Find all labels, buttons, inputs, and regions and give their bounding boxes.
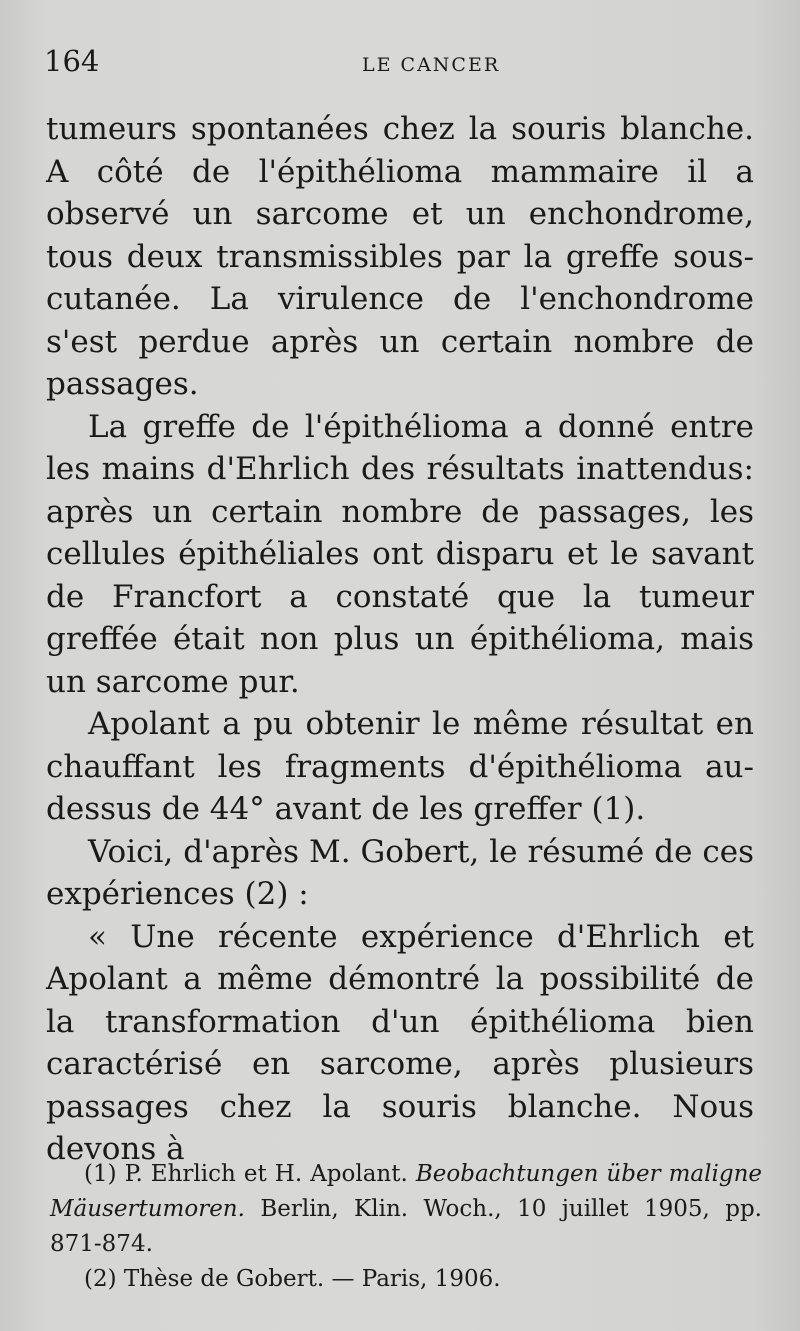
footnote-2: (2) Thèse de Gobert. — Paris, 1906. xyxy=(84,1266,501,1292)
footnote-1-rest: Berlin, Klin. Woch., 10 juillet 1905, pp. 871-874. xyxy=(50,1196,762,1257)
running-title: LE CANCER xyxy=(362,54,501,76)
paragraph-3: Apolant a pu obtenir le même résultat en chauffant les fragments d'épithélioma au-dessus de 44° avant de les greffer (1). xyxy=(46,706,754,827)
body-text xyxy=(46,108,754,1171)
paragraph-2: La greffe de l'épithélioma a donné entre les mains d'Ehrlich des résultats inattendus: après un certain nombre de passages, les cellules épithéliales ont disparu et le savant de Francfort a constaté que la tumeur greffée était non plus un épithélioma, mais un sarcome pur. xyxy=(46,408,754,700)
paragraph-5: « Une récente expérience d'Ehrlich et Apolant a même démontré la possibilité de la transformation d'un épithélioma bien caractérisé en sarcome, après plusieurs passages chez la souris blanche. Nous devons à xyxy=(46,918,754,1167)
footnotes xyxy=(50,1157,762,1297)
paragraph-1: tumeurs spontanées chez la souris blanche. A côté de l'épithélioma mammaire il a observé un sarcome et un enchondrome, tous deux transmissibles par la greffe sous-cutanée. La virulence de l'enchondrome s'est perdue après un certain nombre de passages. xyxy=(46,111,754,402)
footnote-1-title: Beobachtungen über maligne Mäusertumoren. xyxy=(50,1161,763,1222)
paragraph-4: Voici, d'après M. Gobert, le résumé de ces expériences (2) : xyxy=(46,833,754,912)
footnote-1-marker: (1) P. Ehrlich et H. Apolant. xyxy=(84,1161,408,1187)
footnote-1 xyxy=(50,1157,762,1262)
page-header xyxy=(44,44,756,84)
page-number: 164 xyxy=(44,44,100,78)
